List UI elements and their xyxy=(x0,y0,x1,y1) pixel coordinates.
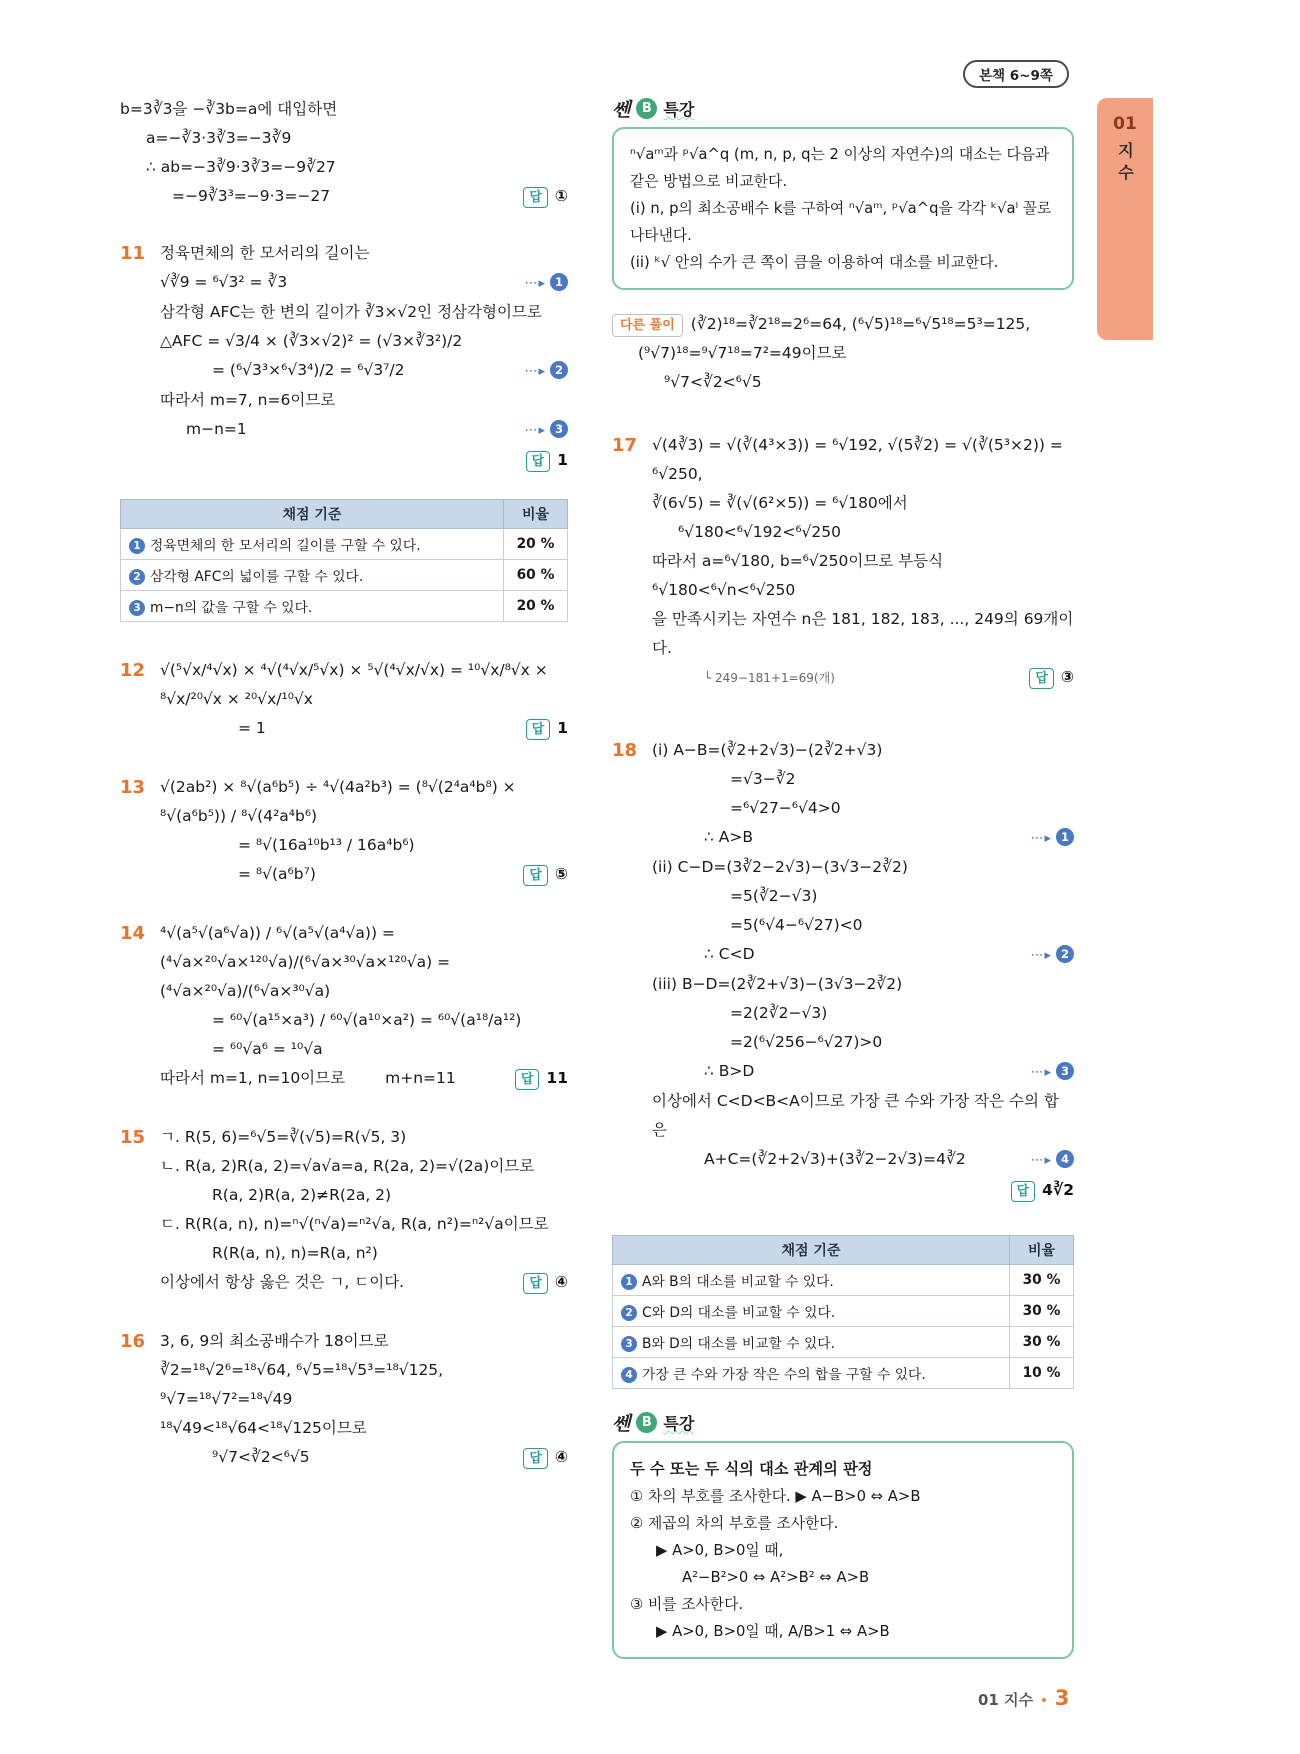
lecture-title: 특강 xyxy=(663,100,695,119)
solution-line xyxy=(652,663,1074,692)
problem-number: 17 xyxy=(612,435,638,456)
solution-line: 은 xyxy=(652,1121,667,1139)
solution-continuation xyxy=(120,95,568,211)
left-column xyxy=(120,95,568,1472)
lecture-line: A²−B²>0 ⇔ A²>B² ⇔ A>B xyxy=(682,1569,870,1586)
marker-arrow-icon: ⋯▸ xyxy=(1030,948,1052,963)
solution-line: ∛2=¹⁸√2⁶=¹⁸√64, ⁶√5=¹⁸√5³=¹⁸√125, ⁹√7=¹⁸√7²=¹⁸√49 xyxy=(160,1361,444,1408)
step-4-badge: 4 xyxy=(621,1367,637,1383)
solution-line: =⁶√27−⁶√4>0 xyxy=(730,799,841,817)
solution-line: b=3∛3을 −∛3b=a에 대입하면 xyxy=(120,100,338,118)
solution-line: R(a, 2)R(a, 2)≠R(2a, 2) xyxy=(212,1186,392,1204)
marker-arrow-icon: ⋯▸ xyxy=(524,423,546,438)
solution-line: R(R(a, n), n)=R(a, n²) xyxy=(212,1244,378,1262)
criteria-row xyxy=(121,591,568,622)
problem-17 xyxy=(612,431,1074,692)
problem-number: 16 xyxy=(120,1331,146,1352)
step-2-badge: 2 xyxy=(1056,945,1074,963)
problem-16 xyxy=(120,1327,568,1472)
criteria-label: A와 B의 대소를 비교할 수 있다. xyxy=(642,1274,834,1290)
solution-line: = 1 답 1 xyxy=(160,714,568,743)
solution-line: = ⁸√(a⁶b⁷) 답 ⑤ xyxy=(160,860,568,889)
criteria-label: 삼각형 AFC의 넓이를 구할 수 있다. xyxy=(150,569,364,585)
alternative-solution xyxy=(612,310,1074,397)
special-lecture-box-2 xyxy=(612,1409,1074,1659)
solution-line: = ⁶⁰√(a¹⁵×a³) / ⁶⁰√(a¹⁰×a²) = ⁶⁰√(a¹⁸/a¹²) xyxy=(212,1011,522,1029)
criteria-ratio: 20 % xyxy=(504,591,568,622)
answer-value: ④ xyxy=(554,1448,568,1466)
solution-line: =5(⁶√4−⁶√27)<0 xyxy=(730,916,863,934)
problem-15 xyxy=(120,1123,568,1297)
criteria-label: C와 D의 대소를 비교할 수 있다. xyxy=(642,1305,836,1321)
answer-value: ④ xyxy=(554,1273,568,1291)
step-marker xyxy=(1030,940,1074,970)
footer-separator: • xyxy=(1040,1694,1048,1709)
lecture-line: ▶ A>0, B>0일 때, xyxy=(656,1542,784,1559)
special-lecture-label xyxy=(612,95,1074,122)
answer-value: ① xyxy=(554,187,568,205)
criteria-header: 채점 기준 xyxy=(613,1236,1010,1265)
step-2-badge: 2 xyxy=(129,569,145,585)
step-3-badge: 3 xyxy=(129,600,145,616)
step-marker xyxy=(524,356,568,386)
solution-line: ∴ A>B ⋯▸ 1 xyxy=(652,823,1074,853)
lecture-line: (ii) ᵏ√ 안의 수가 큰 쪽이 큼을 이용하여 대소를 비교한다. xyxy=(630,254,999,271)
answer-value: 1 xyxy=(557,719,568,737)
criteria-ratio: 10 % xyxy=(1010,1358,1074,1389)
solution-line: =−9∛3³=−9·3=−27 답 ① xyxy=(120,182,568,211)
step-2-badge: 2 xyxy=(550,361,568,379)
problem-18 xyxy=(612,736,1074,1205)
solution-line: = ⁶⁰√a⁶ = ¹⁰√a xyxy=(212,1040,323,1058)
lecture-line: (i) n, p의 최소공배수 k를 구하여 ⁿ√aᵐ, ᵖ√a^q을 각각 ᵏ√aˡ 꼴로 나타낸다. xyxy=(630,200,1052,244)
lecture-title: 특강 xyxy=(663,1414,695,1433)
criteria-label: B와 D의 대소를 비교할 수 있다. xyxy=(642,1336,836,1352)
solution-line: 따라서 a=⁶√180, b=⁶√250이므로 부등식 ⁶√180<⁶√n<⁶√250 xyxy=(652,552,944,599)
criteria-ratio: 20 % xyxy=(504,529,568,560)
criteria-row xyxy=(613,1296,1074,1327)
solution-line: = ⁸√(16a¹⁰b¹³ / 16a⁴b⁶) xyxy=(238,836,415,854)
answer-badge: 답 xyxy=(526,451,551,472)
step-2-badge: 2 xyxy=(621,1305,637,1321)
step-marker xyxy=(524,268,568,298)
grade-b-icon: B xyxy=(636,1412,657,1433)
solution-line: 따라서 m=1, n=10이므로 m+n=11 답 11 xyxy=(160,1064,568,1093)
criteria-ratio: 60 % xyxy=(504,560,568,591)
step-1-badge: 1 xyxy=(129,538,145,554)
problem-14 xyxy=(120,919,568,1093)
lecture-heading: 두 수 또는 두 식의 대소 관계의 판정 xyxy=(630,1460,873,1478)
alt-solution-badge: 다른 풀이 xyxy=(612,314,683,337)
solution-line: =5(∛2−√3) xyxy=(730,887,818,905)
ratio-header: 비율 xyxy=(504,500,568,529)
footer-page-number: 3 xyxy=(1054,1686,1070,1710)
answer-row xyxy=(652,1175,1074,1205)
solution-line: = (⁶√3³×⁶√3⁴)/2 = ⁶√3⁷/2 ⋯▸ 2 xyxy=(160,356,568,386)
marker-arrow-icon: ⋯▸ xyxy=(1030,1153,1052,1168)
criteria-row xyxy=(121,529,568,560)
solution-line: 삼각형 AFC는 한 변의 길이가 ∛3×√2인 정삼각형이므로 xyxy=(160,303,542,321)
answer-value: 1 xyxy=(557,451,568,469)
brand-logo: 쎈 xyxy=(612,1413,631,1435)
criteria-label: 정육면체의 한 모서리의 길이를 구할 수 있다. xyxy=(150,538,421,554)
answer-row xyxy=(1029,663,1074,692)
answer-row xyxy=(160,445,568,475)
lecture-line: ② 제곱의 차의 부호를 조사한다. xyxy=(630,1515,839,1532)
step-marker xyxy=(524,415,568,445)
solution-line: ㄷ. R(R(a, n), n)=ⁿ√(ⁿ√a)=ⁿ²√a, R(a, n²)=ⁿ²√a이므로 xyxy=(160,1215,549,1233)
criteria-ratio: 30 % xyxy=(1010,1327,1074,1358)
solution-line: 따라서 m=7, n=6이므로 xyxy=(160,391,336,409)
step-marker xyxy=(1030,823,1074,853)
marker-arrow-icon: ⋯▸ xyxy=(1030,831,1052,846)
solution-line: (i) A−B=(∛2+2√3)−(2∛2+√3) xyxy=(652,741,883,759)
step-1-badge: 1 xyxy=(1056,828,1074,846)
step-3-badge: 3 xyxy=(621,1336,637,1352)
criteria-header: 채점 기준 xyxy=(121,500,504,529)
grading-criteria-table xyxy=(120,499,568,622)
marker-arrow-icon: ⋯▸ xyxy=(524,276,546,291)
solution-line: (∛2)¹⁸=∛2¹⁸=2⁶=64, (⁶√5)¹⁸=⁶√5¹⁸=5³=125, xyxy=(690,315,1031,333)
answer-value: ③ xyxy=(1060,668,1074,686)
solution-line: 정육면체의 한 모서리의 길이는 xyxy=(160,244,370,262)
criteria-row xyxy=(613,1327,1074,1358)
solution-line: A+C=(∛2+2√3)+(3∛2−2√3)=4∛2 ⋯▸ 4 xyxy=(652,1145,1074,1175)
criteria-ratio: 30 % xyxy=(1010,1265,1074,1296)
solution-line: a=−∛3·3∛3=−3∛9 xyxy=(146,129,292,147)
answer-row xyxy=(526,714,568,743)
answer-badge: 답 xyxy=(1011,1181,1036,1202)
solution-line: 이상에서 항상 옳은 것은 ㄱ, ㄷ이다. 답 ④ xyxy=(160,1268,568,1297)
answer-badge: 답 xyxy=(523,865,548,886)
special-lecture-box-1 xyxy=(612,95,1074,290)
answer-badge: 답 xyxy=(526,719,551,740)
step-marker xyxy=(1030,1145,1074,1175)
step-1-badge: 1 xyxy=(621,1274,637,1290)
answer-value: 4∛2 xyxy=(1042,1181,1074,1199)
step-marker xyxy=(1030,1057,1074,1087)
ratio-header: 비율 xyxy=(1010,1236,1074,1265)
source-page-badge: 본책 6~9쪽 xyxy=(963,60,1069,88)
result-expression: m+n=11 xyxy=(385,1069,456,1087)
chapter-title: 지수 xyxy=(1115,142,1135,186)
right-column xyxy=(612,95,1074,1659)
criteria-row xyxy=(613,1265,1074,1296)
lecture-line: ③ 비를 조사한다. xyxy=(630,1596,744,1613)
problem-number: 18 xyxy=(612,740,638,761)
solution-line: (⁹√7)¹⁸=⁹√7¹⁸=7²=49이므로 xyxy=(638,344,847,362)
problem-number: 15 xyxy=(120,1127,146,1148)
problem-number: 14 xyxy=(120,923,146,944)
solution-line: √(2ab²) × ⁸√(a⁶b⁵) ÷ ⁴√(4a²b³) = (⁸√(2⁴a⁴b⁸) × ⁸√(a⁶b⁵)) / ⁸√(4²a⁴b⁶) xyxy=(160,778,516,825)
problem-number: 13 xyxy=(120,777,146,798)
grading-criteria-table xyxy=(612,1235,1074,1389)
marker-arrow-icon: ⋯▸ xyxy=(524,364,546,379)
criteria-ratio: 30 % xyxy=(1010,1296,1074,1327)
solution-line: ∛(6√5) = ∛(√(6²×5)) = ⁶√180에서 xyxy=(652,494,908,512)
solution-line: √(4∛3) = √(∛(4³×3)) = ⁶√192, √(5∛2) = √(∛(5³×2)) = ⁶√250, xyxy=(652,436,1063,483)
page-footer xyxy=(978,1686,1069,1710)
problem-13 xyxy=(120,773,568,889)
solution-line: ㄱ. R(5, 6)=⁶√5=∛(√5)=R(√5, 3) xyxy=(160,1128,407,1146)
step-3-badge: 3 xyxy=(1056,1062,1074,1080)
solution-line: ¹⁸√49<¹⁸√64<¹⁸√125이므로 xyxy=(160,1419,367,1437)
answer-badge: 답 xyxy=(523,1448,548,1469)
solution-line: ⁹√7<∛2<⁶√5 답 ④ xyxy=(160,1443,568,1472)
answer-badge: 답 xyxy=(1029,668,1054,689)
solution-line: 을 만족시키는 자연수 n은 181, 182, 183, ..., 249의 69개이다. xyxy=(652,610,1074,657)
solution-line: ∴ ab=−3∛9·3∛3=−9∛27 xyxy=(146,158,336,176)
answer-row xyxy=(523,1268,568,1297)
criteria-label: 가장 큰 수와 가장 작은 수의 합을 구할 수 있다. xyxy=(642,1367,926,1383)
solution-line: =2(⁶√256−⁶√27)>0 xyxy=(730,1033,883,1051)
solution-line: =2(2∛2−√3) xyxy=(730,1004,828,1022)
answer-badge: 답 xyxy=(523,1273,548,1294)
solution-line: √(⁵√x/⁴√x) × ⁴√(⁴√x/⁵√x) × ⁵√(⁴√x/√x) = ¹⁰√x/⁸√x × ⁸√x/²⁰√x × ²⁰√x/¹⁰√x xyxy=(160,661,548,708)
grade-b-icon: B xyxy=(636,98,657,119)
solution-line: 이상에서 C<D<B<A이므로 가장 큰 수와 가장 작은 수의 합 xyxy=(652,1092,1059,1110)
answer-badge: 답 xyxy=(515,1069,540,1090)
criteria-row xyxy=(613,1358,1074,1389)
lecture-line: ⁿ√aᵐ과 ᵖ√a^q (m, n, p, q는 2 이상의 자연수)의 대소는 다음과 같은 방법으로 비교한다. xyxy=(630,146,1050,190)
solution-line: ⁶√180<⁶√192<⁶√250 xyxy=(678,523,841,541)
chapter-side-tab[interactable] xyxy=(1097,98,1153,340)
problem-number: 11 xyxy=(120,243,146,264)
answer-value: 11 xyxy=(546,1069,568,1087)
problem-11 xyxy=(120,239,568,475)
answer-row xyxy=(523,182,568,211)
criteria-label: m−n의 값을 구할 수 있다. xyxy=(150,600,313,616)
special-lecture-label xyxy=(612,1409,1074,1436)
solution-line: (ii) C−D=(3∛2−2√3)−(3√3−2∛2) xyxy=(652,858,908,876)
solution-line: ⁴√(a⁵√(a⁶√a)) / ⁶√(a⁵√(a⁴√a)) = (⁴√a×²⁰√a×¹²⁰√a)/(⁶√a×³⁰√a×¹²⁰√a) = (⁴√a×²⁰√a)/(⁶√a×³⁰√a) xyxy=(160,924,451,1000)
answer-badge: 답 xyxy=(523,187,548,208)
solution-line: m−n=1 ⋯▸ 3 xyxy=(160,415,568,445)
brand-logo: 쎈 xyxy=(612,99,631,121)
chapter-number: 01 xyxy=(1113,114,1137,134)
solution-line: ⁹√7<∛2<⁶√5 xyxy=(664,373,762,391)
marker-arrow-icon: ⋯▸ xyxy=(1030,1065,1052,1080)
solution-line: (iii) B−D=(2∛2+√3)−(3√3−2∛2) xyxy=(652,975,903,993)
solution-line: △AFC = √3/4 × (∛3×√2)² = (√3×∛3²)/2 xyxy=(160,332,463,350)
solution-line: ㄴ. R(a, 2)R(a, 2)=√a√a=a, R(2a, 2)=√(2a)이므로 xyxy=(160,1157,535,1175)
answer-row xyxy=(523,860,568,889)
step-4-badge: 4 xyxy=(1056,1150,1074,1168)
problem-12 xyxy=(120,656,568,743)
solution-line: =√3−∛2 xyxy=(730,770,796,788)
answer-row xyxy=(515,1064,568,1093)
criteria-row xyxy=(121,560,568,591)
count-annotation: └ 249−181+1=69(개) xyxy=(704,671,835,685)
step-3-badge: 3 xyxy=(550,420,568,438)
answer-value: ⑤ xyxy=(554,865,568,883)
problem-number: 12 xyxy=(120,660,146,681)
solution-line: ∴ C<D ⋯▸ 2 xyxy=(652,940,1074,970)
answer-row xyxy=(523,1443,568,1472)
lecture-line: ▶ A>0, B>0일 때, A/B>1 ⇔ A>B xyxy=(656,1623,890,1640)
step-1-badge: 1 xyxy=(550,273,568,291)
solution-line: √∛9 = ⁶√3² = ∛3 ⋯▸ 1 xyxy=(160,268,568,298)
footer-chapter: 01 지수 xyxy=(978,1691,1034,1709)
solution-line: ∴ B>D ⋯▸ 3 xyxy=(652,1057,1074,1087)
solution-line: 3, 6, 9의 최소공배수가 18이므로 xyxy=(160,1332,389,1350)
lecture-line: ① 차의 부호를 조사한다. ▶ A−B>0 ⇔ A>B xyxy=(630,1488,921,1505)
